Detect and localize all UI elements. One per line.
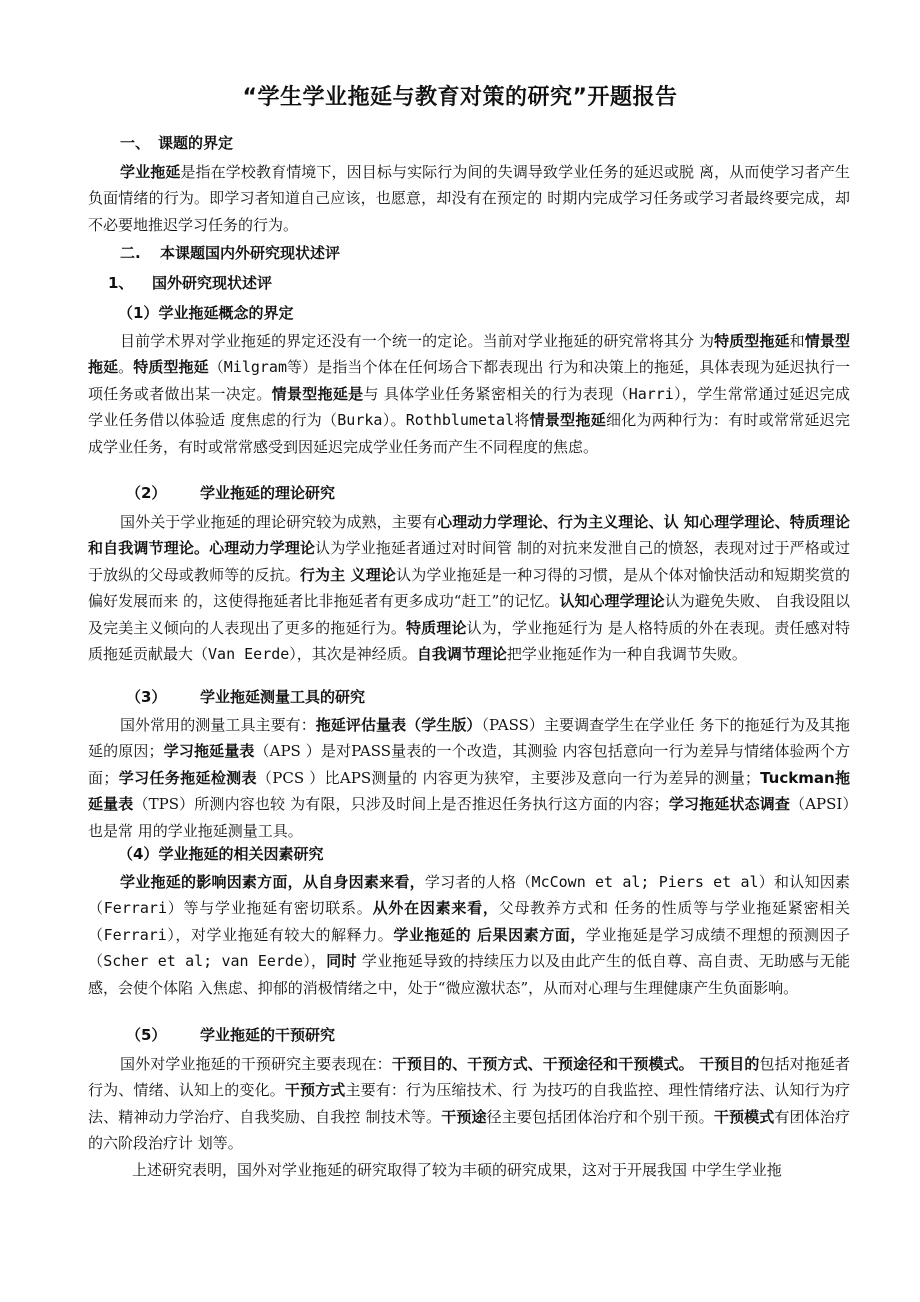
paragraph-intervention: 国外对学业拖延的干预研究主要表现在：干预目的、干预方式、干预途径和干预模式。 干预目的包括对拖延者行为、情绪、认知上的变化。干预方式主要有：行为压缩技术、行 为技巧的自我监控、理性情绪疗法、认知行为疗法、精神动力学治疗、自我奖励、自我控 制技术等。干预途径主要包括团体治疗和个别干预。干预模式有团体治疗的六阶段治疗计 划等。	[88, 1055, 850, 1153]
item-number: （5）	[126, 1026, 167, 1044]
page-title: “学生学业拖延与教育对策的研究”开题报告	[242, 85, 678, 110]
item-title: 学业拖延测量工具的研究	[200, 688, 366, 706]
section-title: 本课题国内外研究现状述评	[160, 244, 341, 262]
item-heading-1	[118, 302, 293, 323]
item-number: （3）	[126, 688, 167, 706]
item-title: 学业拖延的干预研究	[200, 1026, 336, 1044]
subsection-number: 1、	[108, 274, 134, 292]
item-title: 学业拖延的理论研究	[200, 484, 336, 502]
paragraph-theory: 国外关于学业拖延的理论研究较为成熟，主要有心理动力学理论、行为主义理论、认 知心理学理论、特质理论和自我调节理论。心理动力学理论认为学业拖延者通过对时间管 制的对抗来发泄自己的愤怒，表现对过于严格或过于放纵的父母或教师等的反抗。行为主 义理论认为学业拖延是一种习得的习惯，是从个体对愉快活动和短期奖赏的偏好发展而来 的，这使得拖延者比非拖延者有更多成功“赶工”的记忆。认知心理学理论认为避免失败、 自我设阻以及完美主义倾向的人表现出了更多的拖延行为。特质理论认为，学业拖延行为 是人格特质的外在表现。责任感对特质拖延贡献最大（Van Eerde），其次是神经质。自我调节理论把学业拖延作为一种自我调节失败。	[88, 513, 850, 664]
item-heading-2	[126, 482, 335, 503]
subsection-heading	[108, 272, 272, 293]
item-number: （2）	[126, 484, 167, 502]
paragraph-summary: 上述研究表明，国外对学业拖延的研究取得了较为丰硕的研究成果，这对于开展我国 中学生学业拖	[132, 1161, 782, 1179]
section-number: 二.	[120, 244, 141, 262]
item-number: （1）	[118, 304, 159, 322]
item-number: （4）	[118, 845, 159, 863]
paragraph-definition: 学业拖延是指在学校教育情境下，因目标与实际行为间的失调导致学业任务的延迟或脱 离，从而使学习者产生负面情绪的行为。即学习者知道自己应该，也愿意，却没有在预定的 时期内完成学习任务或学习者最终要完成，却不必要地推迟学习任务的行为。	[88, 163, 850, 234]
item-title: 学业拖延的相关因素研究	[158, 845, 324, 863]
section-heading-1	[120, 132, 233, 153]
paragraph-measurement: 国外常用的测量工具主要有：拖延评估量表（学生版）（PASS）主要调查学生在学业任 务下的拖延行为及其拖延的原因；学习拖延量表（APS ）是对PASS量表的一个改造，其测验 内容包括意向一行为差异与情绪体验两个方面；学习任务拖延检测表（PCS ）比APS测量的 内容更为狭窄，主要涉及意向一行为差异的测量；Tuckman拖延量表（TPS）所测内容也较 为有限，只涉及时间上是否推迟任务执行这方面的内容；学习拖延状态调查（APSI）也是常 用的学业拖延测量工具。	[88, 716, 850, 840]
paragraph-concept: 目前学术界对学业拖延的界定还没有一个统一的定论。当前对学业拖延的研究常将其分 为特质型拖延和情景型拖延。特质型拖延（Milgram等）是指当个体在任何场合下都表现出 行为和决策上的拖延，具体表现为延迟执行一项任务或者做出某一决定。情景型拖延是与 具体学业任务紧密相关的行为表现（Harri），学生常常通过延迟完成学业任务借以体验适 度焦虑的行为（Burka）。Rothblumetal将情景型拖延细化为两种行为：有时或常常延迟完 成学业任务，有时或常常感受到因延迟完成学业任务而产生不同程度的焦虑。	[88, 332, 850, 456]
section-title: 课题的界定	[158, 134, 234, 152]
item-heading-4	[118, 843, 323, 864]
item-heading-3	[126, 686, 365, 707]
item-heading-5	[126, 1024, 335, 1045]
item-title: 学业拖延概念的界定	[158, 304, 294, 322]
paragraph-factors: 学业拖延的影响因素方面，从自身因素来看，学习者的人格（McCown et al; Piers et al）和认知因素（Ferrari）等与学业拖延有密切联系。从外在因素来看，父母教养方式和 任务的性质等与学业拖延紧密相关（Ferrari），对学业拖延有较大的解释力。学业拖延的 后果因素方面，学业拖延是学习成绩不理想的预测因子（Scher et al; van Eerde），同时 学业拖延导致的持续压力以及由此产生的低自尊、高自责、无助感与无能感，会使个体陷 入焦虑、抑郁的消极情绪之中，处于“微应激状态”，从而对心理与生理健康产生负面影响。	[88, 873, 850, 997]
section-number: 一、	[120, 134, 151, 152]
subsection-title: 国外研究现状述评	[152, 274, 273, 292]
section-heading-2	[120, 242, 340, 263]
